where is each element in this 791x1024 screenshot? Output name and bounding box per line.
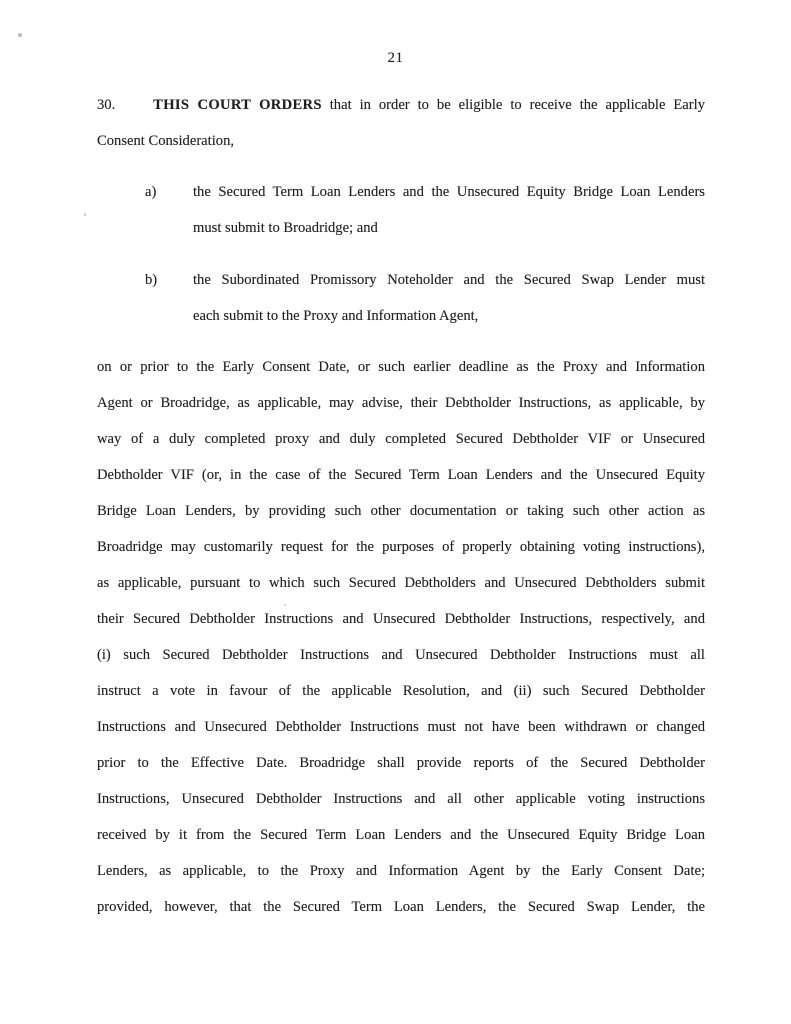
text-line: as applicable, pursuant to which such Secured Debtholders and Unsecured Debtholders submit xyxy=(97,575,705,591)
text-line: way of a duly completed proxy and duly completed Secured Debtholder VIF or Unsecured xyxy=(97,431,705,447)
body-paragraph xyxy=(97,349,705,925)
text-line: Lenders, as applicable, to the Proxy and Information Agent by the Early Consent Date; xyxy=(97,863,705,879)
text-line: Consent Consideration, xyxy=(97,133,235,149)
text-line: instruct a vote in favour of the applicable Resolution, and (ii) such Secured Debtholder xyxy=(97,683,705,699)
list-item-b xyxy=(97,262,705,334)
text-line: Instructions, Unsecured Debtholder Instructions and all other applicable voting instructions xyxy=(97,791,705,807)
text-line: Agent or Broadridge, as applicable, may advise, their Debtholder Instructions, as applicable, by xyxy=(97,395,705,411)
text-line: the Secured Term Loan Lenders and the Unsecured Equity Bridge Loan Lenders xyxy=(193,184,705,200)
scan-artifact xyxy=(84,213,86,216)
page-number: 21 xyxy=(387,50,404,66)
text-line: each submit to the Proxy and Information Agent, xyxy=(193,308,479,324)
paragraph-number: 30. xyxy=(97,97,116,113)
text-line: provided, however, that the Secured Term Loan Lenders, the Secured Swap Lender, the xyxy=(97,899,705,915)
text-line: Bridge Loan Lenders, by providing such other documentation or taking such other action as xyxy=(97,503,705,519)
list-marker: a) xyxy=(145,184,157,200)
text-line: must submit to Broadridge; and xyxy=(193,220,378,236)
text-line: their Secured Debtholder Instructions and Unsecured Debtholder Instructions, respectively, and xyxy=(97,611,705,627)
paragraph-30 xyxy=(97,87,705,159)
text-line: Debtholder VIF (or, in the case of the Secured Term Loan Lenders and the Unsecured Equity xyxy=(97,467,705,483)
text-line: (i) such Secured Debtholder Instructions and Unsecured Debtholder Instructions must all xyxy=(97,647,705,663)
text-line: Broadridge may customarily request for the purposes of properly obtaining voting instructions), xyxy=(97,539,705,555)
text-line: on or prior to the Early Consent Date, or such earlier deadline as the Proxy and Information xyxy=(97,359,705,375)
court-orders-lead: THIS COURT ORDERS xyxy=(153,97,322,113)
paragraph-text: that in order to be eligible to receive the applicable Early xyxy=(329,97,705,113)
list-marker: b) xyxy=(145,272,158,288)
list-item-a xyxy=(97,174,705,246)
text-line: prior to the Effective Date. Broadridge shall provide reports of the Secured Debtholder xyxy=(97,755,705,771)
text-line: received by it from the Secured Term Loan Lenders and the Unsecured Equity Bridge Loan xyxy=(97,827,705,843)
text-line xyxy=(97,87,705,123)
text-line: Instructions and Unsecured Debtholder Instructions must not have been withdrawn or changed xyxy=(97,719,705,735)
scan-artifact xyxy=(18,33,22,37)
text-line: the Subordinated Promissory Noteholder and the Secured Swap Lender must xyxy=(193,272,705,288)
